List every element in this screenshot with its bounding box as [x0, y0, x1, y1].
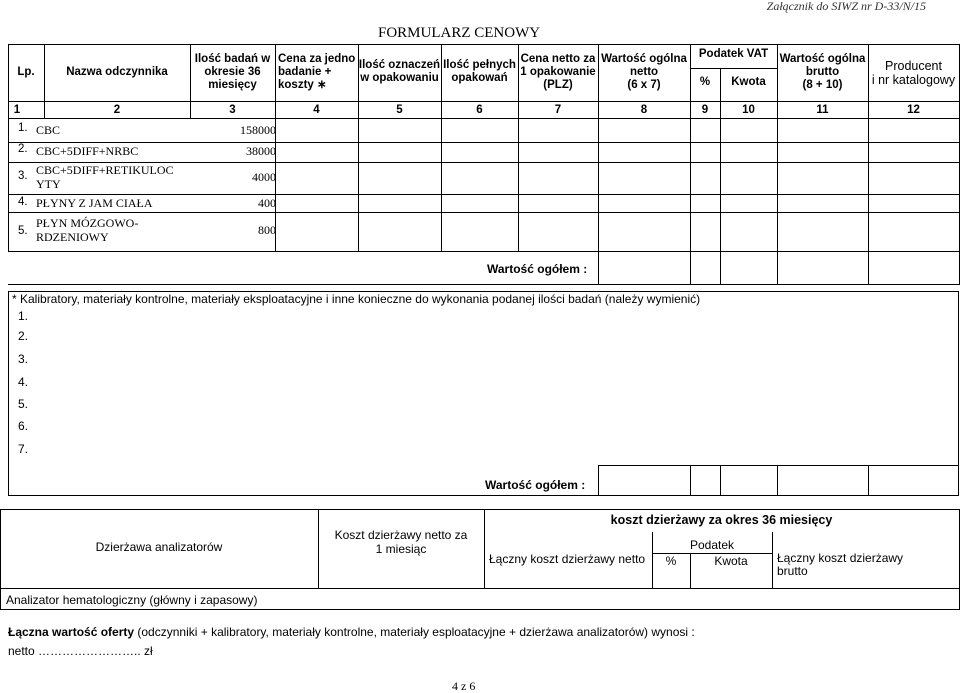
netto-line: netto …………………….. zł	[8, 644, 153, 658]
calibrator-item: 7.	[18, 442, 29, 456]
row-lp: 2.	[18, 143, 28, 155]
col-header-producer: Producent i nr katalogowy	[871, 59, 956, 87]
row-name: CBC+5DIFF+RETIKULOC	[36, 163, 174, 177]
col-number: 5	[396, 104, 403, 116]
lease-col-analyzers: Dzierżawa analizatorów	[95, 540, 223, 554]
col-header-price-per-test: Cena za jedno badanie + koszty ∗	[278, 53, 356, 91]
table1-total-label: Wartość ogółem :	[487, 262, 588, 276]
calibrators-total-label: Wartość ogółem :	[485, 478, 586, 492]
lease-period-header: koszt dzierżawy za okres 36 miesięcy	[610, 513, 833, 527]
col-number: 12	[907, 104, 920, 116]
row-tests: 38000	[246, 144, 276, 158]
col-header-net-price: Cena netto za 1 opakowanie (PLZ)	[520, 53, 596, 91]
col-header-vat-pct: %	[699, 76, 711, 88]
lease-net-total: Łączny koszt dzierżawy netto	[489, 552, 646, 566]
col-number: 4	[313, 104, 320, 116]
offer-total-line	[8, 626, 695, 639]
offer-total-bold: Łączna wartość oferty	[8, 625, 135, 639]
col-header-name: Nazwa odczynnika	[66, 66, 168, 78]
col-number: 6	[476, 104, 483, 116]
offer-total-rest: (odczynniki + kalibratory, materiały kontrolne, materiały esploatacyjne + dzierżawa analizatorów) wynosi :	[134, 625, 695, 639]
lease-tax-amount: Kwota	[714, 554, 748, 568]
col-number: 8	[640, 104, 648, 116]
row-name: PŁYN MÓZGOWO-	[36, 216, 139, 230]
colnum-bottom-border	[8, 118, 960, 119]
calibrator-item: 5.	[18, 397, 29, 411]
col-header-tests: Ilość badań w okresie 36 miesięcy	[194, 53, 271, 91]
calibrator-item: 3.	[18, 352, 29, 366]
calibrators-heading: * Kalibratory, materiały kontrolne, materiały eksploatacyjne i inne konieczne do wykonania podanej ilości badań (należy wymienić)	[12, 292, 701, 306]
row-tests: 4000	[252, 170, 276, 184]
row-tests: 400	[258, 196, 276, 210]
col-number: 7	[554, 104, 562, 116]
col-number: 10	[742, 104, 755, 116]
analyzer-row-label: Analizator hematologiczny (główny i zapasowy)	[6, 593, 258, 607]
col-header-total-gross: Wartość ogólna brutto (8 + 10)	[779, 53, 866, 91]
row-name: RDZENIOWY	[36, 230, 109, 244]
lease-gross-total: Łączny koszt dzierżawy brutto	[777, 551, 904, 578]
col-header-lp: Lp.	[17, 66, 35, 78]
table1-top-border	[8, 44, 960, 45]
calibrator-item: 4.	[18, 375, 29, 389]
row-name: PŁYNY Z JAM CIAŁA	[36, 196, 153, 210]
col-header-vat: Podatek VAT	[698, 48, 769, 60]
calibrator-item: 2.	[18, 329, 29, 343]
page-number: 4 z 6	[452, 679, 476, 693]
col-number: 9	[701, 104, 709, 116]
lease-tax-pct: %	[665, 554, 677, 568]
col-header-total-net: Wartość ogólna netto (6 x 7)	[601, 53, 687, 91]
lease-tax: Podatek	[689, 538, 735, 552]
col-number: 3	[229, 104, 236, 116]
row-lp: 3.	[18, 170, 28, 182]
row-lp: 4.	[18, 196, 28, 208]
calibrator-item: 6.	[18, 419, 29, 433]
calibrator-item: 1.	[18, 309, 29, 323]
col-header-markings: Ilość oznaczeń w opakowaniu	[358, 59, 441, 84]
row-tests: 800	[258, 223, 276, 237]
row-name: CBC+5DIFF+NRBC	[36, 144, 139, 158]
row-name: CBC	[36, 123, 61, 137]
header-bottom-border	[8, 101, 960, 102]
row-lp: 1.	[18, 122, 28, 134]
col-number: 1	[13, 104, 21, 116]
row-name: YTY	[36, 177, 61, 191]
col-header-vat-amount: Kwota	[731, 76, 766, 88]
attachment-reference: Załącznik do SIWZ nr D-33/N/15	[766, 0, 926, 13]
row-tests: 158000	[240, 123, 276, 137]
col-number: 2	[113, 104, 121, 116]
row-lp: 5.	[18, 225, 28, 237]
lease-col-monthly-cost: Koszt dzierżawy netto za 1 miesiąc	[334, 528, 468, 556]
form-title: FORMULARZ CENOWY	[378, 25, 541, 41]
col-header-packages: Ilość pełnych opakowań	[443, 59, 516, 84]
col-number: 11	[816, 104, 829, 116]
